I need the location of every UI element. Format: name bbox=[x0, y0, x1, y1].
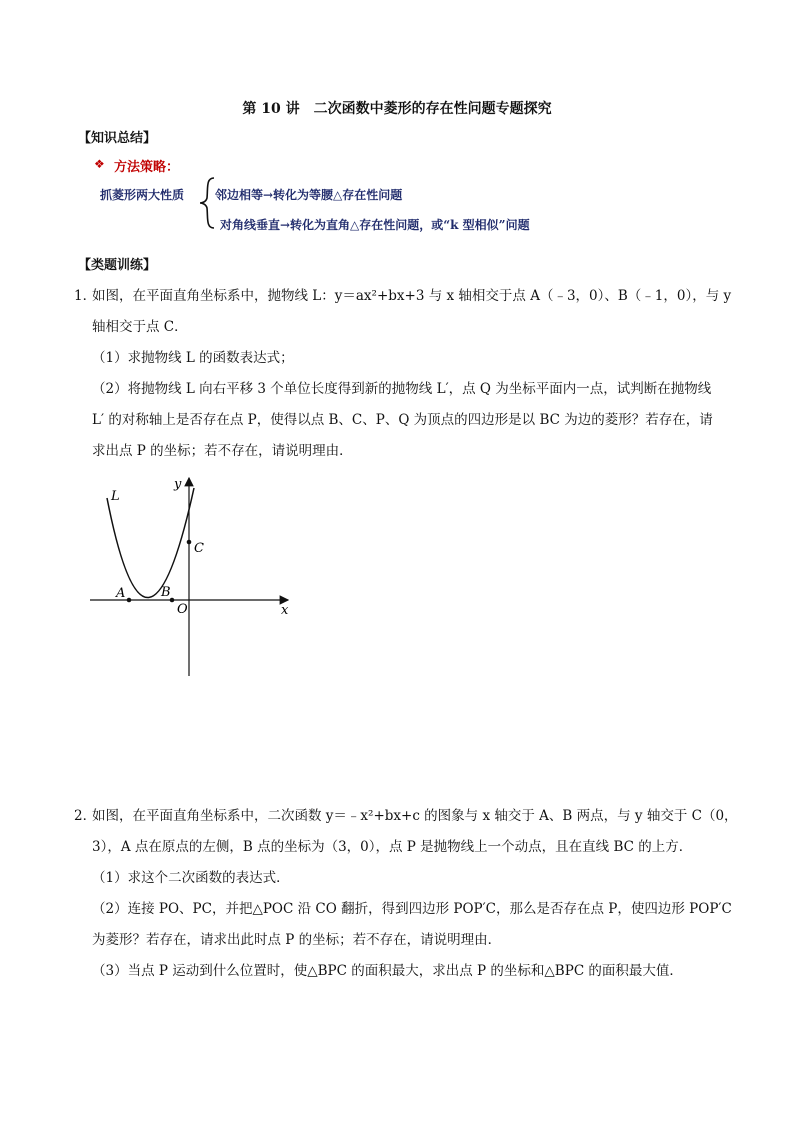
parabola-curve bbox=[107, 488, 194, 598]
x-axis-label: x bbox=[281, 603, 289, 618]
knowledge-summary-header: 【知识总结】 bbox=[78, 131, 157, 146]
point-a-dot bbox=[127, 598, 132, 603]
y-axis-label: y bbox=[174, 477, 182, 492]
q2-statement-line1: 如图，在平面直角坐标系中，二次函数 y＝﹣x²+bx+c 的图象与 x 轴交于 A、B 两点，与 y 轴交于 C（0， bbox=[92, 808, 738, 824]
origin-label: O bbox=[177, 602, 188, 617]
q2-statement-line2: 3），A 点在原点的左侧，B 点的坐标为（3，0），点 P 是抛物线上一个动点，且在直线 BC 的上方． bbox=[92, 839, 693, 855]
q1-statement-line1: 如图，在平面直角坐标系中，抛物线 L：y＝ax²+bx+3 与 x 轴相交于点 A（﹣3，0）、B（﹣1，0），与 y bbox=[92, 288, 732, 304]
q1-part2-line3: 求出点 P 的坐标；若不存在，请说明理由． bbox=[92, 443, 353, 459]
strategy-branch-equal-sides: 邻边相等→转化为等腰△存在性问题 bbox=[215, 188, 403, 202]
curly-brace-icon bbox=[198, 176, 218, 230]
q1-part1: （1）求抛物线 L 的函数表达式； bbox=[92, 350, 294, 366]
q2-part1: （1）求这个二次函数的表达式． bbox=[92, 870, 290, 886]
point-a-label: A bbox=[116, 586, 126, 601]
parabola-figure bbox=[88, 470, 303, 680]
q1-number: 1． bbox=[74, 288, 97, 304]
rhombus-properties-root: 抓菱形两大性质 bbox=[100, 188, 185, 202]
q1-statement-line2: 轴相交于点 C． bbox=[92, 319, 188, 335]
q2-part2-line1: （2）连接 PO、PC，并把△POC 沿 CO 翻折，得到四边形 POP′C，那么是否存在点 P，使四边形 POP′C bbox=[92, 901, 732, 917]
point-b-label: B bbox=[161, 585, 171, 600]
q2-part3: （3）当点 P 运动到什么位置时，使△BPC 的面积最大，求出点 P 的坐标和△BPC 的面积最大值． bbox=[92, 963, 683, 979]
method-strategy-label: 方法策略： bbox=[114, 160, 180, 175]
q1-part2-line1: （2）将抛物线 L 向右平移 3 个单位长度得到新的抛物线 L′，点 Q 为坐标平面内一点，试判断在抛物线 bbox=[92, 381, 712, 397]
strategy-branch-perpendicular-diagonals: 对角线垂直→转化为直角△存在性问题，或“k 型相似”问题 bbox=[220, 218, 530, 232]
page-title: 第 10 讲 二次函数中菱形的存在性问题专题探究 bbox=[242, 101, 552, 117]
curve-label-l: L bbox=[111, 489, 120, 504]
q2-part2-line2: 为菱形？若存在，请求出此时点 P 的坐标；若不存在，请说明理由． bbox=[92, 932, 502, 948]
point-c-dot bbox=[187, 540, 192, 545]
practice-header: 【类题训练】 bbox=[78, 258, 157, 273]
diamond-bullet-icon: ❖ bbox=[94, 157, 105, 171]
q2-number: 2． bbox=[74, 808, 97, 824]
q1-part2-line2: L′ 的对称轴上是否存在点 P，使得以点 B、C、P、Q 为顶点的四边形是以 BC 为边的菱形？若存在，请 bbox=[92, 412, 713, 428]
point-c-label: C bbox=[194, 541, 204, 556]
